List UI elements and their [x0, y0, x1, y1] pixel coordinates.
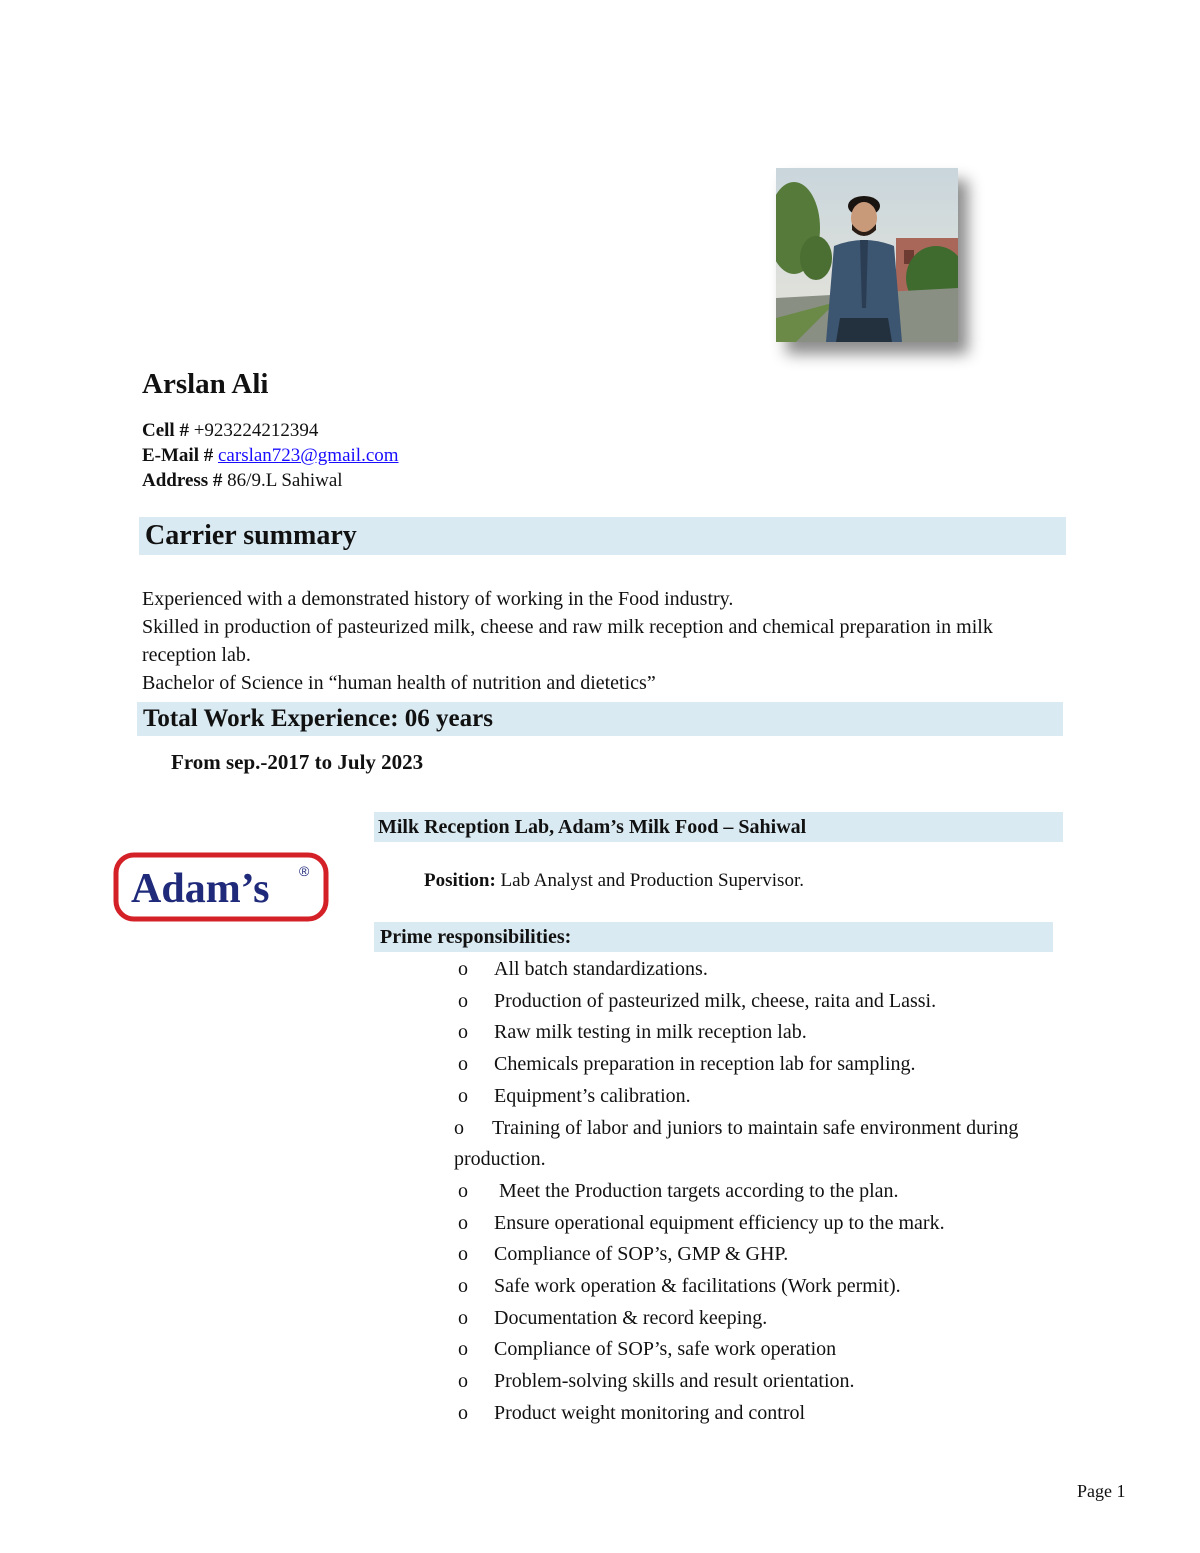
cell-line	[142, 420, 318, 442]
responsibility-text: Compliance of SOP’s, GMP & GHP.	[494, 1243, 789, 1266]
list-item	[456, 1049, 1056, 1081]
list-item	[456, 954, 1056, 986]
list-item	[456, 986, 1056, 1018]
responsibility-text: Documentation & record keeping.	[494, 1306, 768, 1329]
bullet-marker: o	[458, 1306, 468, 1329]
list-item	[456, 1334, 1056, 1366]
responsibility-text: Compliance of SOP’s, safe work operation	[494, 1338, 837, 1361]
responsibility-text: Training of labor and juniors to maintain safe environment during production.	[454, 1116, 1019, 1171]
bullet-marker: o	[458, 989, 468, 1012]
summary-text	[142, 585, 1002, 697]
position-value: Lab Analyst and Production Supervisor.	[500, 870, 804, 891]
responsibility-text: Product weight monitoring and control	[494, 1401, 806, 1424]
list-item	[454, 1113, 1056, 1176]
bullet-marker: o	[458, 1275, 468, 1298]
bullet-marker: o	[458, 1370, 468, 1393]
summary-line: Experienced with a demonstrated history of working in the Food industry.	[142, 588, 734, 610]
list-item	[456, 1081, 1056, 1113]
list-item	[456, 1239, 1056, 1271]
bullet-marker: o	[458, 1021, 468, 1044]
experience-period: From sep.-2017 to July 2023	[171, 750, 424, 774]
bullet-marker: o	[458, 1243, 468, 1266]
responsibility-text: Raw milk testing in milk reception lab.	[494, 1021, 807, 1044]
email-label: E-Mail #	[142, 445, 214, 466]
page-number: Page 1	[1077, 1481, 1126, 1501]
responsibility-text: All batch standardizations.	[494, 958, 708, 980]
adams-logo	[113, 852, 329, 922]
list-item	[456, 1208, 1056, 1240]
cell-value: +923224212394	[193, 420, 319, 441]
company-heading: Milk Reception Lab, Adam’s Milk Food – Sahiwal	[374, 812, 1063, 842]
list-item	[456, 1176, 1056, 1208]
email-line	[142, 445, 399, 467]
section-heading-carrier-summary: Carrier summary	[139, 517, 1066, 555]
list-item	[456, 1303, 1056, 1335]
bullet-marker: o	[458, 958, 468, 980]
list-item	[456, 1398, 1056, 1430]
address-label: Address #	[142, 470, 223, 491]
email-link[interactable]: carslan723@gmail.com	[218, 445, 399, 466]
logo-text: Adam’s	[131, 866, 270, 912]
responsibility-text: Meet the Production targets according to the plan.	[494, 1179, 899, 1202]
responsibility-text: Problem-solving skills and result orientation.	[494, 1370, 855, 1393]
summary-line: Bachelor of Science in “human health of nutrition and dietetics”	[142, 672, 656, 694]
address-line	[142, 470, 343, 492]
candidate-name: Arslan Ali	[142, 368, 269, 400]
section-heading-work-experience: Total Work Experience: 06 years	[137, 702, 1063, 736]
responsibilities-heading: Prime responsibilities:	[374, 922, 1053, 952]
responsibility-text: Equipment’s calibration.	[494, 1084, 691, 1107]
position-label: Position:	[424, 870, 496, 891]
bullet-marker: o	[454, 1116, 464, 1139]
bullet-marker: o	[458, 1338, 468, 1361]
cell-label: Cell #	[142, 420, 189, 441]
address-value: 86/9.L Sahiwal	[227, 470, 343, 491]
bullet-marker: o	[458, 1211, 468, 1234]
position-line	[424, 870, 804, 892]
bullet-marker: o	[458, 1084, 468, 1107]
bullet-marker: o	[458, 1401, 468, 1424]
logo-registered-mark: ®	[299, 863, 310, 879]
bullet-marker: o	[458, 1053, 468, 1076]
profile-photo	[776, 168, 958, 342]
list-item	[456, 1271, 1056, 1303]
responsibility-text: Chemicals preparation in reception lab for sampling.	[494, 1053, 916, 1076]
bullet-marker: o	[458, 1179, 468, 1202]
responsibilities-list	[456, 954, 1056, 1430]
list-item	[456, 1366, 1056, 1398]
responsibility-text: Safe work operation & facilitations (Work permit).	[494, 1275, 901, 1298]
list-item	[456, 1017, 1056, 1049]
responsibility-text: Ensure operational equipment efficiency up to the mark.	[494, 1211, 945, 1234]
summary-line: Skilled in production of pasteurized milk, cheese and raw milk reception and chemical preparation in milk reception lab.	[142, 616, 993, 666]
responsibility-text: Production of pasteurized milk, cheese, raita and Lassi.	[494, 989, 937, 1012]
